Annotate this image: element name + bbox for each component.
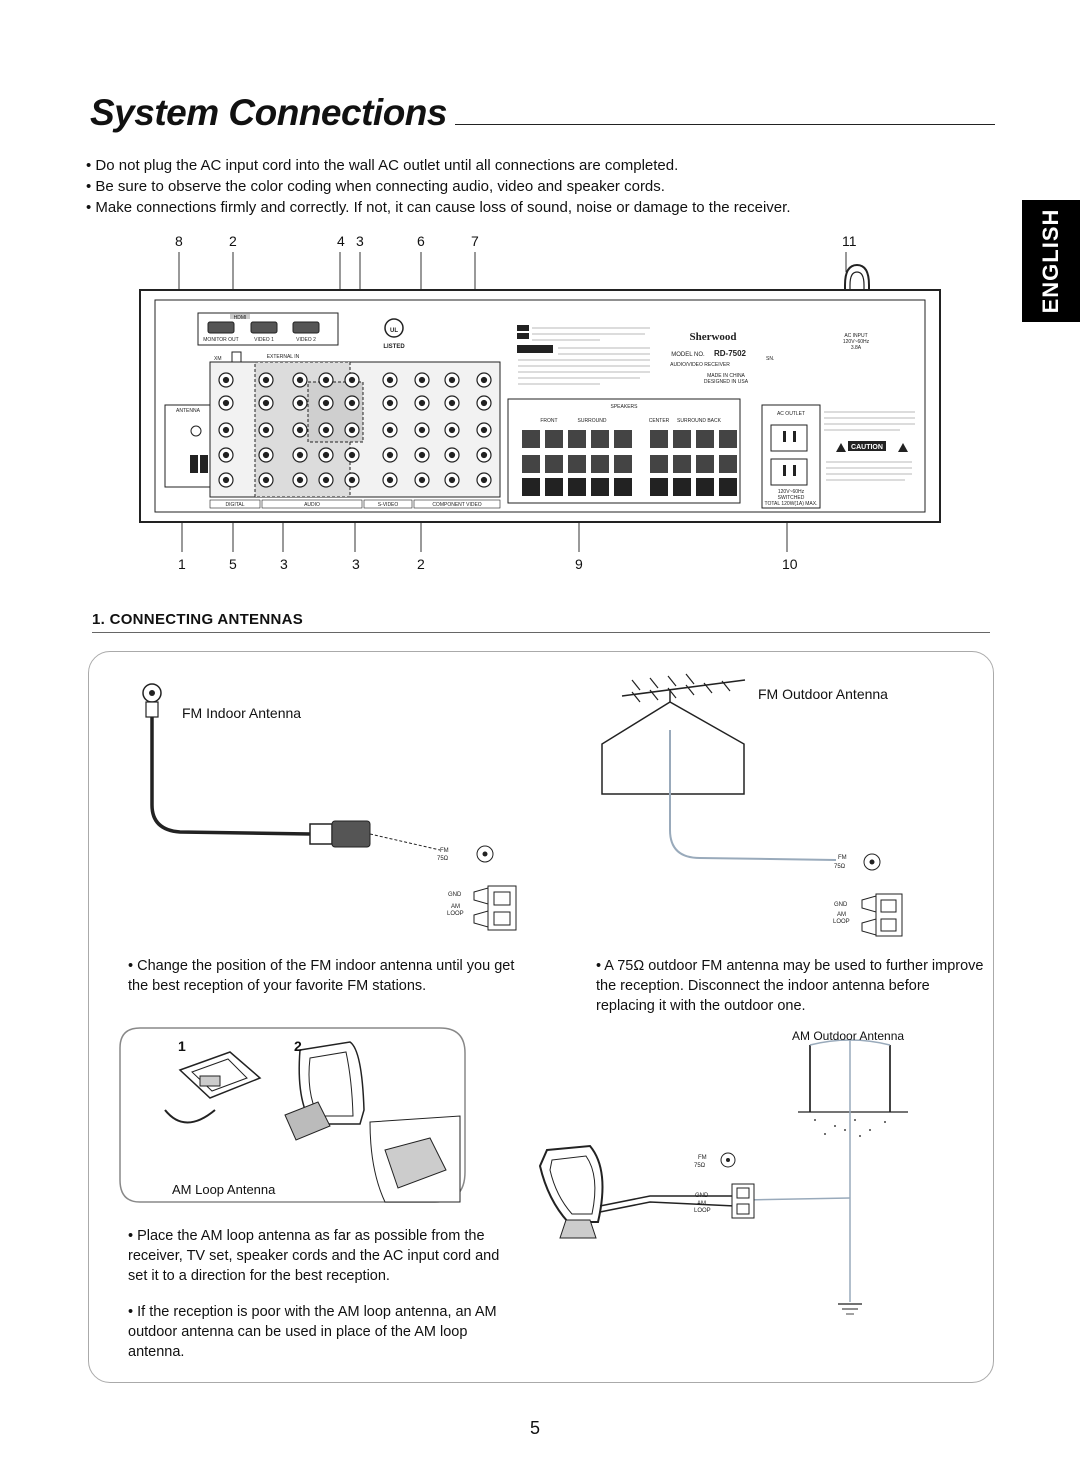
hdmi-video1-label: VIDEO 1 — [254, 337, 274, 343]
callout-number: 6 — [417, 233, 425, 249]
am-loop-note-1: • Place the AM loop antenna as far as possible from the receiver, TV set, speaker cords and the AC input cord and set it to a direction for the best reception. — [128, 1228, 500, 1284]
speaker-terminal — [696, 430, 714, 448]
listed-label: LISTED — [383, 344, 405, 350]
speaker-group-label: SURROUND — [577, 418, 607, 424]
speaker-terminal — [719, 478, 737, 496]
loop-label: LOOP — [694, 1208, 711, 1214]
rear-panel-diagram — [0, 0, 1080, 600]
am-label: AM — [451, 904, 460, 910]
speaker-terminal — [614, 430, 632, 448]
speaker-terminal — [614, 478, 632, 496]
fm-ohm-label: 75Ω — [834, 864, 846, 870]
speaker-group-label: FRONT — [540, 418, 558, 424]
fm-label: FM — [440, 848, 449, 854]
am-loop-antenna-steps — [120, 1028, 465, 1202]
caution-label: CAUTION — [851, 444, 883, 451]
speaker-terminal — [568, 455, 586, 473]
callout-number: 11 — [842, 233, 857, 249]
speaker-terminal — [673, 478, 691, 496]
speaker-terminal — [591, 430, 609, 448]
fm-indoor-label: FM Indoor Antenna — [182, 705, 302, 721]
ac-input-spec: 120V~60Hz — [842, 339, 870, 345]
loop-label: LOOP — [833, 919, 850, 925]
callout-number: 4 — [337, 233, 345, 249]
am-label: AM — [697, 1201, 706, 1207]
intro-bullet: • Do not plug the AC input cord into the wall AC outlet until all connections are completed. — [86, 157, 679, 174]
fm-outdoor-antenna — [602, 674, 902, 936]
fm-label: FM — [838, 855, 847, 861]
ac-input-label: AC INPUT — [844, 333, 868, 339]
hdmi-monitor-label: MONITOR OUT — [203, 337, 239, 343]
gnd-label: GND — [695, 1193, 709, 1199]
speaker-terminal — [673, 455, 691, 473]
section-title: 1. CONNECTING ANTENNAS — [92, 611, 304, 628]
callout-number: 3 — [356, 233, 364, 249]
am-outdoor-label: AM Outdoor Antenna — [792, 1029, 905, 1043]
callout-number: 8 — [175, 233, 183, 249]
ac-outlet-spec: 120V~60Hz — [777, 489, 805, 495]
speaker-terminal — [696, 455, 714, 473]
speaker-terminal — [650, 478, 668, 496]
callout-number: 3 — [352, 556, 360, 572]
fm-ohm-label: 75Ω — [437, 856, 449, 862]
loop-label: LOOP — [447, 911, 464, 917]
section-rule — [92, 632, 990, 633]
external-in-label: EXTERNAL IN — [266, 354, 300, 360]
speaker-terminal — [719, 455, 737, 473]
section-label-audio: AUDIO — [304, 502, 320, 508]
page-title: System Connections — [90, 92, 447, 133]
gnd-label: GND — [448, 892, 462, 898]
fm-label: FM — [698, 1155, 707, 1161]
fm-indoor-note: • Change the position of the FM indoor antenna until you get the best reception of your favorite FM stations. — [128, 958, 515, 994]
callout-number: 7 — [471, 233, 479, 249]
speaker-terminal — [545, 478, 563, 496]
am-loop-note-2: • If the reception is poor with the AM loop antenna, an AM outdoor antenna can be used in place of the AM loop antenna. — [128, 1304, 497, 1360]
speaker-terminal — [719, 430, 737, 448]
step-number: 1 — [178, 1038, 186, 1054]
ac-input-amp: 3.8A — [850, 345, 862, 351]
callout-number: 1 — [178, 556, 186, 572]
callout-number: 9 — [575, 556, 583, 572]
section-label-component: COMPONENT VIDEO — [432, 502, 482, 508]
speaker-terminal — [568, 478, 586, 496]
speaker-terminal — [696, 478, 714, 496]
intro-bullet: • Make connections firmly and correctly. If not, it can cause loss of sound, noise or damage to the receiver. — [86, 199, 791, 216]
section-label-digital: DIGITAL — [225, 502, 245, 508]
section-label-svideo: S-VIDEO — [377, 502, 399, 508]
callout-number: 10 — [782, 556, 798, 572]
speaker-terminal — [545, 430, 563, 448]
gnd-label: GND — [834, 902, 848, 908]
callout-number: 5 — [229, 556, 237, 572]
speaker-group-label: CENTER — [648, 418, 670, 424]
serial-label: SN. — [766, 356, 775, 362]
speaker-terminal — [522, 430, 540, 448]
step-number: 2 — [294, 1038, 302, 1054]
svg-text:UL: UL — [390, 328, 398, 334]
speaker-terminal — [522, 478, 540, 496]
speaker-terminal — [568, 430, 586, 448]
speaker-terminal — [591, 478, 609, 496]
callout-number: 3 — [280, 556, 288, 572]
callout-number: 2 — [417, 556, 425, 572]
speaker-terminal — [545, 455, 563, 473]
model-number: RD-7502 — [713, 349, 747, 358]
hdmi-video2-label: VIDEO 2 — [296, 337, 316, 343]
intro-bullet: • Be sure to observe the color coding when connecting audio, video and speaker cords. — [86, 178, 665, 195]
speaker-terminal — [650, 430, 668, 448]
fm-ohm-label: 75Ω — [694, 1163, 706, 1169]
designed-in-label: DESIGNED IN USA — [703, 379, 749, 385]
speaker-terminal — [522, 455, 540, 473]
speaker-terminal — [591, 455, 609, 473]
total-label: TOTAL 120W(1A) MAX. — [764, 501, 818, 507]
speaker-terminal — [650, 455, 668, 473]
model-label: MODEL NO. — [671, 352, 705, 358]
callout-number: 2 — [229, 233, 237, 249]
am-label: AM — [837, 912, 846, 918]
ac-outlet-label: AC OUTLET — [776, 411, 806, 417]
speaker-group-label: SURROUND BACK — [677, 418, 721, 424]
speaker-terminal — [614, 455, 632, 473]
speaker-terminal — [673, 430, 691, 448]
fm-outdoor-note: • A 75Ω outdoor FM antenna may be used to further improve the reception. Disconnect the indoor antenna before replacing it with the outdoor one. — [596, 958, 984, 1014]
switched-label: SWITCHED — [777, 495, 805, 501]
am-loop-label: AM Loop Antenna — [172, 1182, 276, 1197]
speakers-label: SPEAKERS — [610, 404, 638, 410]
brand-logo: Sherwood — [689, 331, 737, 343]
page-number: 5 — [530, 1418, 541, 1438]
product-label: AUDIO/VIDEO RECEIVER — [670, 362, 730, 368]
xm-label: XM — [214, 356, 222, 362]
fm-outdoor-label: FM Outdoor Antenna — [758, 686, 888, 702]
antenna-label: ANTENNA — [176, 408, 200, 414]
made-in-label: MADE IN CHINA — [707, 373, 745, 379]
hdmi-label: HDMI — [233, 315, 247, 321]
am-outdoor-antenna — [540, 1040, 908, 1314]
language-tab-label: ENGLISH — [1038, 208, 1063, 314]
